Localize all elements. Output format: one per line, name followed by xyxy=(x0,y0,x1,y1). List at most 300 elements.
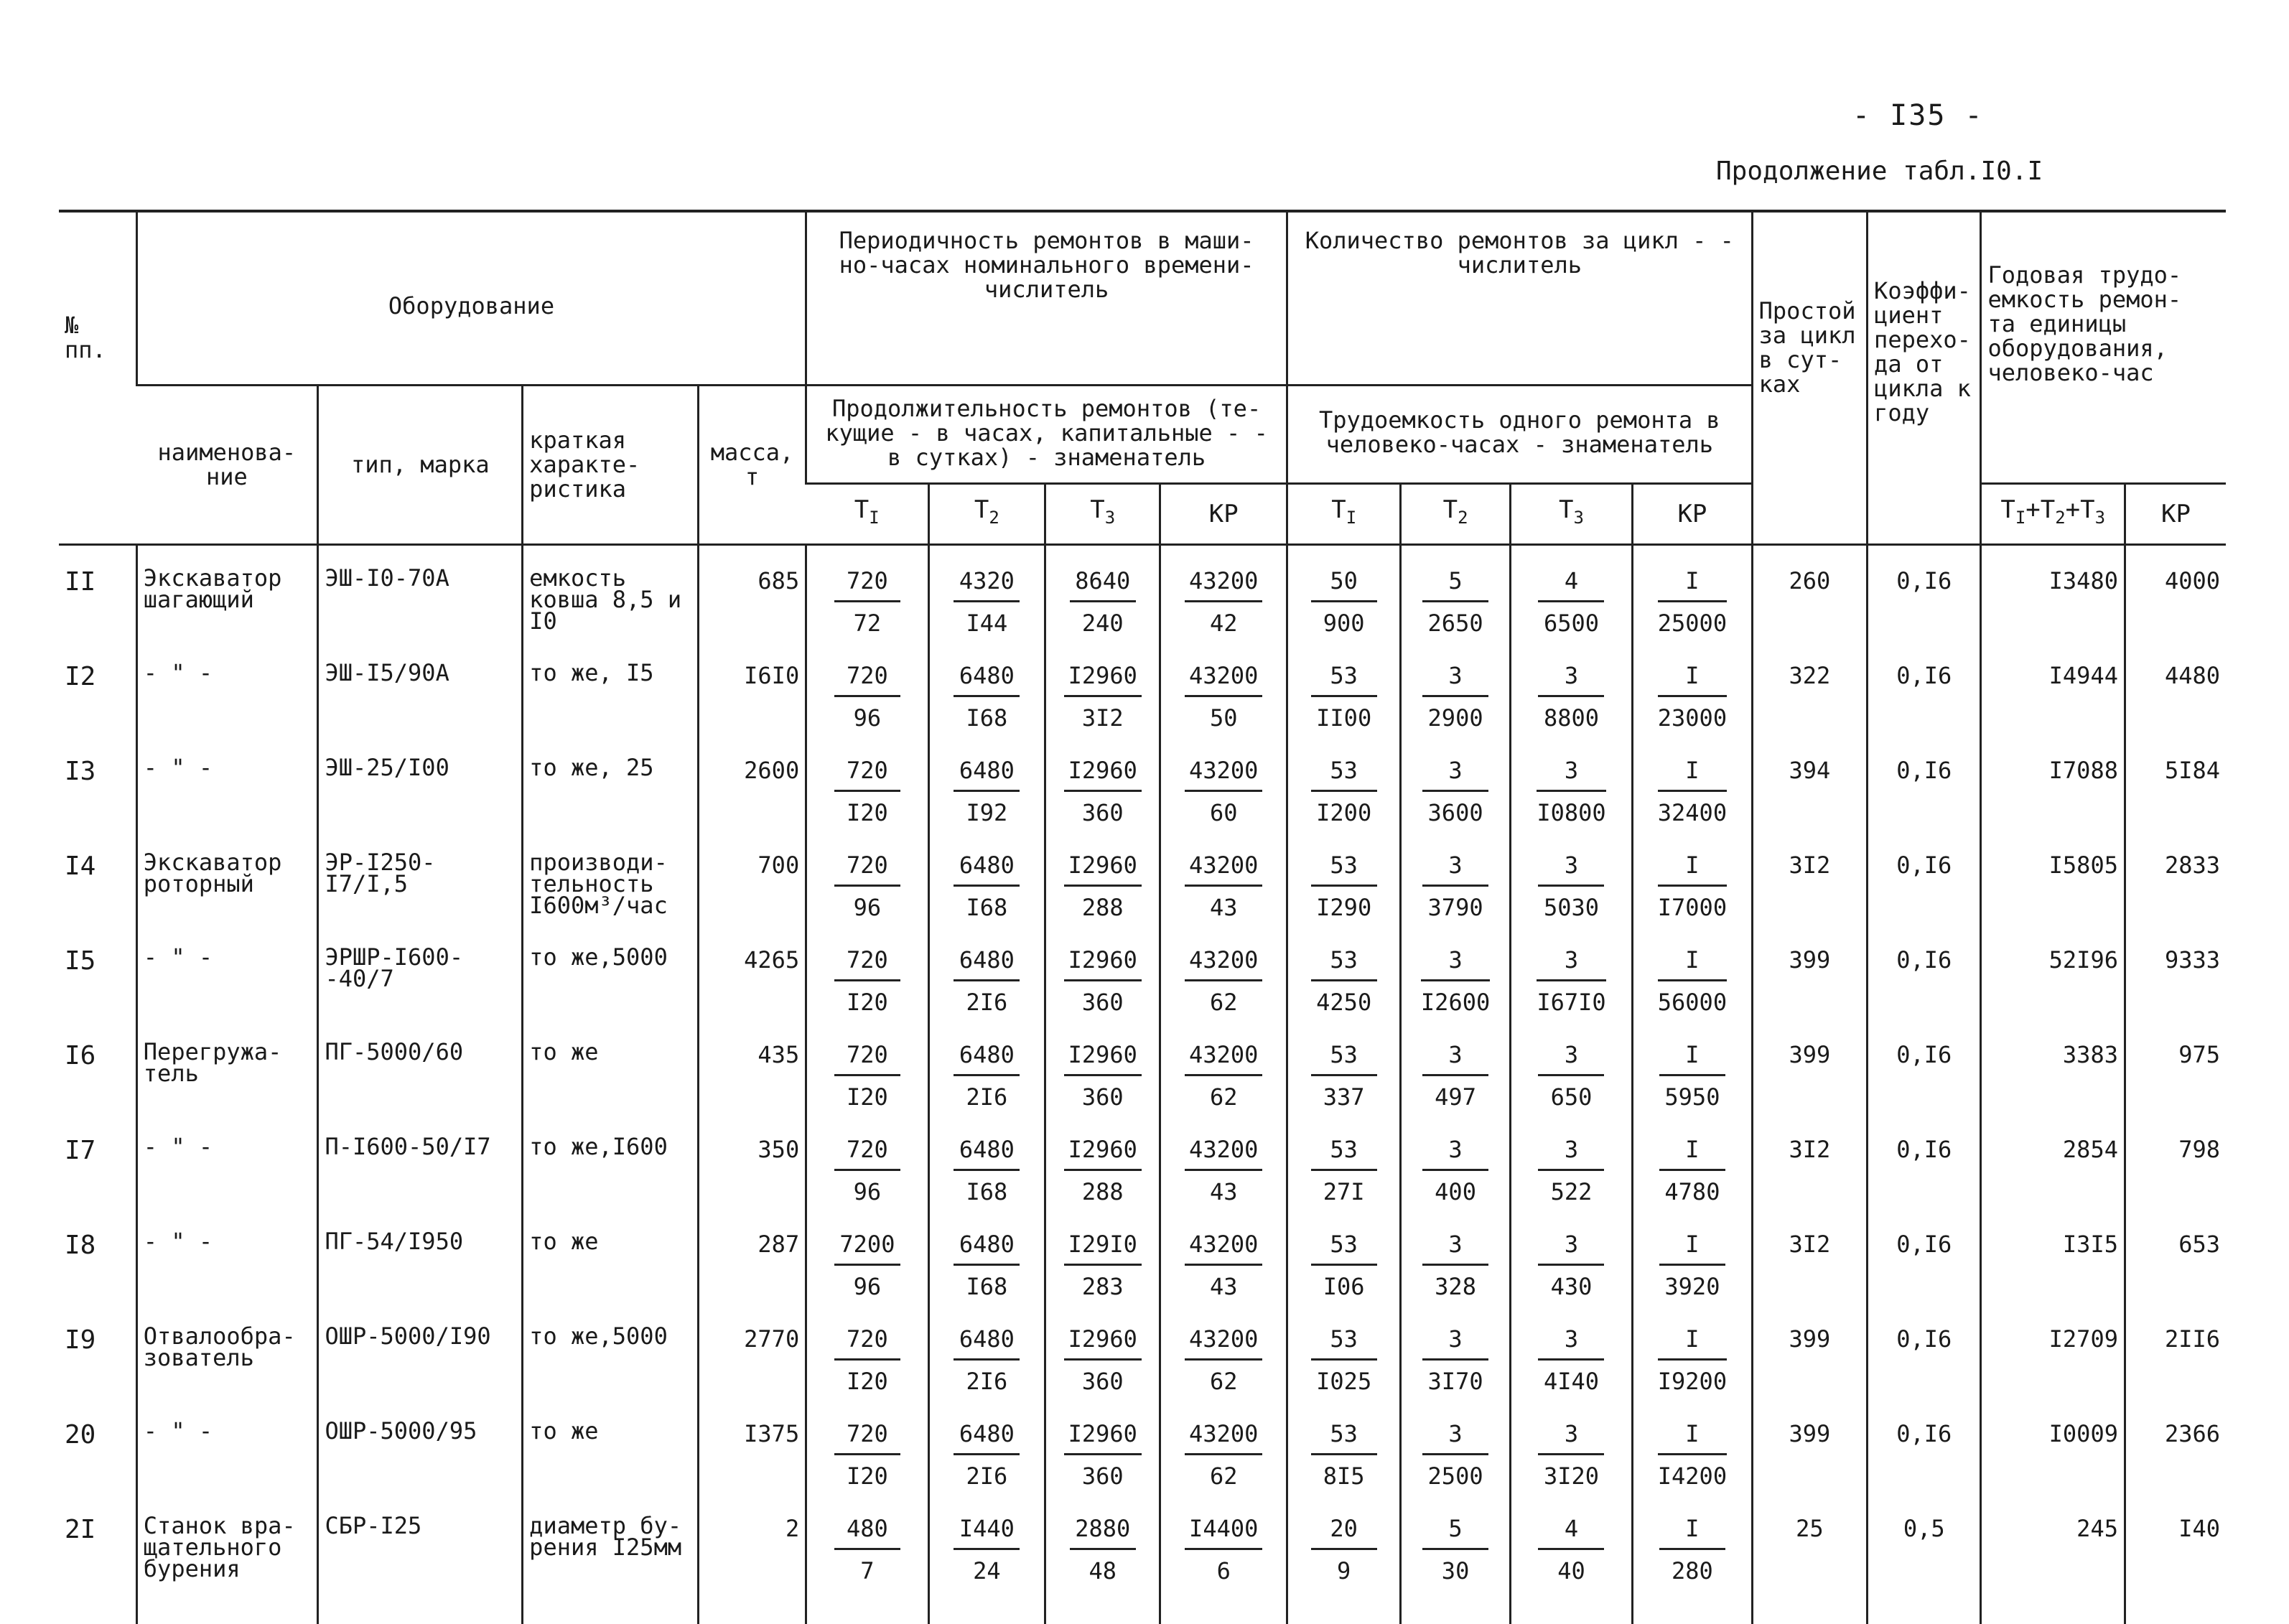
periodicity-kr xyxy=(1160,851,1287,946)
header-p-t1: $T_I$ xyxy=(806,483,928,544)
periodicity-kr xyxy=(1160,1041,1287,1136)
coef-value: 0,I6 xyxy=(1868,1325,1981,1420)
periodicity-kr xyxy=(1160,1515,1287,1624)
table-row xyxy=(59,946,2226,1041)
equipment-brief: то же,I600 xyxy=(523,1136,699,1231)
header-type: тип, марка xyxy=(318,385,523,544)
periodicity-t1 xyxy=(806,544,928,662)
fraction-numerator: I440 xyxy=(954,1515,1020,1550)
fraction xyxy=(1311,1325,1377,1395)
count-t3 xyxy=(1510,662,1632,757)
periodicity-t2 xyxy=(928,1420,1045,1515)
equipment-type: ПГ-54/I950 xyxy=(318,1231,523,1325)
fraction-numerator: 3 xyxy=(1422,1136,1488,1171)
table-row xyxy=(59,1231,2226,1325)
fraction-numerator: 53 xyxy=(1311,851,1377,887)
fraction xyxy=(954,1515,1020,1585)
fraction xyxy=(834,1515,900,1585)
fraction xyxy=(1185,1041,1262,1111)
fraction-numerator: 5 xyxy=(1422,1515,1488,1550)
periodicity-t1 xyxy=(806,662,928,757)
fraction-numerator: 720 xyxy=(834,1420,900,1455)
count-t3 xyxy=(1510,1420,1632,1515)
annual-kr-value: 9333 xyxy=(2125,946,2226,1041)
fraction xyxy=(1537,757,1605,826)
fraction-denominator: 3920 xyxy=(1664,1272,1720,1300)
fraction xyxy=(1538,1325,1604,1395)
fraction-denominator: 900 xyxy=(1323,609,1365,637)
fraction-numerator: 720 xyxy=(834,1041,900,1076)
table-row xyxy=(59,1041,2226,1136)
fraction xyxy=(1422,851,1488,921)
equipment-name: Перегружа- тель xyxy=(136,1041,318,1136)
coef-value: 0,I6 xyxy=(1868,1136,1981,1231)
fraction xyxy=(1659,1136,1725,1205)
header-c-t3: $T_3$ xyxy=(1510,483,1632,544)
count-t2 xyxy=(1401,1325,1510,1420)
fraction xyxy=(1422,1420,1488,1490)
count-t3 xyxy=(1510,1325,1632,1420)
downtime-value: 394 xyxy=(1752,757,1867,851)
equipment-brief: то же, I5 xyxy=(523,662,699,757)
fraction-denominator: 62 xyxy=(1209,1462,1238,1490)
fraction-denominator: 2I6 xyxy=(966,988,1008,1016)
count-kr xyxy=(1633,1420,1752,1515)
fraction xyxy=(1538,851,1604,921)
header-coef: Коэффи- циент перехо- да от цикла к году xyxy=(1868,211,1981,544)
fraction-denominator: 3I70 xyxy=(1427,1367,1483,1395)
periodicity-kr xyxy=(1160,1231,1287,1325)
fraction-numerator: 2880 xyxy=(1070,1515,1136,1550)
periodicity-kr xyxy=(1160,1325,1287,1420)
count-t1 xyxy=(1287,1515,1400,1624)
fraction-numerator: 8640 xyxy=(1070,567,1136,602)
fraction-numerator: 43200 xyxy=(1185,662,1262,697)
fraction xyxy=(1185,1515,1262,1585)
fraction-denominator: 240 xyxy=(1081,609,1124,637)
fraction-numerator: 3 xyxy=(1538,1231,1604,1266)
fraction-denominator: 2I6 xyxy=(966,1367,1008,1395)
fraction xyxy=(1538,567,1604,637)
fraction xyxy=(1064,1420,1142,1490)
fraction-numerator: 43200 xyxy=(1185,1231,1262,1266)
count-kr xyxy=(1633,1325,1752,1420)
header-duration: Продолжительность ремонтов (те- кущие - в часах, капитальные - - в сутках) - знаменатель xyxy=(806,385,1287,483)
count-t2 xyxy=(1401,544,1510,662)
fraction xyxy=(1658,662,1727,732)
periodicity-t1 xyxy=(806,1231,928,1325)
annual-kr-value: 798 xyxy=(2125,1136,2226,1231)
periodicity-t2 xyxy=(928,946,1045,1041)
fraction xyxy=(1538,1041,1604,1111)
equipment-brief: то же xyxy=(523,1231,699,1325)
fraction-denominator: 62 xyxy=(1209,1367,1238,1395)
equipment-type: ОШР-5000/95 xyxy=(318,1420,523,1515)
fraction xyxy=(1538,1231,1604,1300)
fraction xyxy=(1185,1136,1262,1205)
fraction-numerator: 3 xyxy=(1537,757,1605,792)
fraction xyxy=(1064,1136,1142,1205)
fraction-denominator: 42 xyxy=(1209,609,1238,637)
fraction-denominator: 32400 xyxy=(1657,798,1728,826)
fraction xyxy=(1422,1041,1488,1111)
downtime-value: 322 xyxy=(1752,662,1867,757)
count-t2 xyxy=(1401,1041,1510,1136)
count-t1 xyxy=(1287,1231,1400,1325)
fraction-denominator: I7000 xyxy=(1657,893,1728,921)
fraction xyxy=(1311,1136,1377,1205)
header-c-t2: $T_2$ xyxy=(1401,483,1510,544)
fraction-denominator: 96 xyxy=(853,893,882,921)
equipment-brief: то же xyxy=(523,1420,699,1515)
fraction xyxy=(1658,567,1727,637)
annual-sum-value: I7088 xyxy=(1981,757,2125,851)
fraction-numerator: 6480 xyxy=(954,851,1020,887)
count-t1 xyxy=(1287,1136,1400,1231)
fraction-numerator: I xyxy=(1658,851,1727,887)
fraction xyxy=(1311,662,1377,732)
fraction-denominator: 9 xyxy=(1337,1557,1351,1585)
header-brief: краткая характе- ристика xyxy=(523,385,699,544)
fraction-denominator: I025 xyxy=(1316,1367,1372,1395)
fraction xyxy=(1659,1515,1725,1585)
periodicity-kr xyxy=(1160,1420,1287,1515)
count-t2 xyxy=(1401,851,1510,946)
periodicity-t3 xyxy=(1045,1136,1160,1231)
count-kr xyxy=(1633,1136,1752,1231)
annual-kr-value: 4000 xyxy=(2125,544,2226,662)
header-name: наименова- ние xyxy=(136,385,318,544)
equipment-name: Экскаватор шагающий xyxy=(136,544,318,662)
count-t2 xyxy=(1401,1231,1510,1325)
periodicity-t3 xyxy=(1045,851,1160,946)
fraction-numerator: 3 xyxy=(1538,1136,1604,1171)
coef-value: 0,I6 xyxy=(1868,544,1981,662)
count-kr xyxy=(1633,1041,1752,1136)
fraction-numerator: I2960 xyxy=(1064,1041,1142,1076)
fraction-numerator: 53 xyxy=(1311,757,1377,792)
equipment-mass: 4265 xyxy=(698,946,806,1041)
annual-kr-value: 2833 xyxy=(2125,851,2226,946)
fraction-numerator: 7200 xyxy=(834,1231,900,1266)
row-number: I5 xyxy=(65,946,96,976)
fraction-denominator: 6500 xyxy=(1543,609,1600,637)
annual-sum-value: I5805 xyxy=(1981,851,2125,946)
fraction-denominator: 522 xyxy=(1550,1177,1593,1205)
fraction xyxy=(1064,1325,1142,1395)
fraction-denominator: I20 xyxy=(847,988,888,1016)
equipment-mass: I375 xyxy=(698,1420,806,1515)
periodicity-t3 xyxy=(1045,1515,1160,1624)
fraction-denominator: 96 xyxy=(853,1272,882,1300)
fraction xyxy=(1070,1515,1136,1585)
count-t2 xyxy=(1401,1136,1510,1231)
fraction xyxy=(834,1325,900,1395)
periodicity-t3 xyxy=(1045,544,1160,662)
equipment-type: СБР-I25 xyxy=(318,1515,523,1624)
fraction-denominator: I06 xyxy=(1323,1272,1365,1300)
fraction xyxy=(834,1420,900,1490)
fraction-denominator: 24 xyxy=(973,1557,1001,1585)
periodicity-t2 xyxy=(928,1515,1045,1624)
count-kr xyxy=(1633,662,1752,757)
fraction-numerator: 3 xyxy=(1538,662,1604,697)
fraction-denominator: 4250 xyxy=(1316,988,1372,1016)
fraction xyxy=(834,1136,900,1205)
fraction xyxy=(954,1231,1020,1300)
fraction-numerator: I2960 xyxy=(1064,851,1142,887)
fraction-denominator: 2500 xyxy=(1427,1462,1483,1490)
fraction xyxy=(1422,1136,1488,1205)
header-c-kr: КР xyxy=(1633,483,1752,544)
fraction-denominator: 43 xyxy=(1209,893,1238,921)
equipment-name: - " - xyxy=(136,1420,318,1515)
annual-sum-value: 2854 xyxy=(1981,1136,2125,1231)
fraction-numerator: 6480 xyxy=(954,662,1020,697)
fraction-numerator: 43200 xyxy=(1185,757,1262,792)
fraction-numerator: I xyxy=(1659,1041,1725,1076)
header-count: Количество ремонтов за цикл - - числитель xyxy=(1287,211,1752,385)
fraction-denominator: 60 xyxy=(1209,798,1238,826)
equipment-name: - " - xyxy=(136,1136,318,1231)
fraction-numerator: I xyxy=(1658,567,1727,602)
annual-sum-value: I3480 xyxy=(1981,544,2125,662)
equipment-brief: то же, 25 xyxy=(523,757,699,851)
fraction-numerator: 43200 xyxy=(1185,1136,1262,1171)
fraction xyxy=(954,662,1020,732)
equipment-name: Станок вра- щательного бурения xyxy=(136,1515,318,1624)
fraction-denominator: 4I40 xyxy=(1543,1367,1600,1395)
row-number: I3 xyxy=(65,756,96,786)
periodicity-t1 xyxy=(806,1420,928,1515)
count-t1 xyxy=(1287,662,1400,757)
periodicity-t2 xyxy=(928,1325,1045,1420)
periodicity-kr xyxy=(1160,757,1287,851)
equipment-mass: 287 xyxy=(698,1231,806,1325)
row-number: I8 xyxy=(65,1230,96,1260)
fraction-denominator: I20 xyxy=(847,1367,888,1395)
periodicity-t3 xyxy=(1045,1041,1160,1136)
fraction xyxy=(954,1420,1020,1490)
fraction-denominator: I68 xyxy=(966,1272,1008,1300)
fraction-denominator: II00 xyxy=(1316,704,1372,732)
header-downtime: Простой за цикл в сут- ках xyxy=(1752,211,1867,544)
fraction-denominator: 497 xyxy=(1435,1083,1476,1111)
equipment-name: Отвалообра- зователь xyxy=(136,1325,318,1420)
header-p-t2: $T_2$ xyxy=(928,483,1045,544)
fraction xyxy=(1185,1420,1262,1490)
fraction xyxy=(954,1325,1020,1395)
annual-sum-value: I3I5 xyxy=(1981,1231,2125,1325)
fraction-numerator: I xyxy=(1659,1136,1725,1171)
downtime-value: 3I2 xyxy=(1752,1231,1867,1325)
fraction-denominator: 3790 xyxy=(1427,893,1483,921)
fraction-denominator: 430 xyxy=(1550,1272,1593,1300)
annual-kr-value: 653 xyxy=(2125,1231,2226,1325)
equipment-name: Экскаватор роторный xyxy=(136,851,318,946)
header-mass: масса, т xyxy=(698,385,806,544)
fraction-numerator: 3 xyxy=(1422,1420,1488,1455)
fraction-denominator: 96 xyxy=(853,704,882,732)
fraction xyxy=(1311,946,1377,1016)
equipment-mass: 685 xyxy=(698,544,806,662)
page-number: - I35 - xyxy=(1852,99,1984,132)
fraction-denominator: 62 xyxy=(1209,988,1238,1016)
coef-value: 0,I6 xyxy=(1868,757,1981,851)
count-kr xyxy=(1633,946,1752,1041)
equipment-mass: 2770 xyxy=(698,1325,806,1420)
equipment-brief: диаметр бу- рения I25мм xyxy=(523,1515,699,1624)
periodicity-t3 xyxy=(1045,1231,1160,1325)
fraction xyxy=(1311,1420,1377,1490)
fraction-denominator: I20 xyxy=(847,1462,888,1490)
fraction-numerator: 3 xyxy=(1538,851,1604,887)
fraction-denominator: 288 xyxy=(1081,893,1124,921)
fraction-denominator: 72 xyxy=(853,609,882,637)
fraction-numerator: 53 xyxy=(1311,662,1377,697)
downtime-value: 399 xyxy=(1752,1041,1867,1136)
fraction-numerator: 43200 xyxy=(1185,1041,1262,1076)
periodicity-kr xyxy=(1160,1136,1287,1231)
fraction-denominator: 27I xyxy=(1323,1177,1365,1205)
fraction xyxy=(1658,757,1727,826)
fraction xyxy=(1185,757,1262,826)
periodicity-t1 xyxy=(806,757,928,851)
fraction-denominator: 5030 xyxy=(1543,893,1600,921)
count-t1 xyxy=(1287,1420,1400,1515)
count-t2 xyxy=(1401,1420,1510,1515)
fraction-denominator: I68 xyxy=(966,893,1008,921)
count-t2 xyxy=(1401,662,1510,757)
fraction-numerator: I xyxy=(1659,1515,1725,1550)
fraction-denominator: 360 xyxy=(1081,1083,1124,1111)
downtime-value: 260 xyxy=(1752,544,1867,662)
row-number: 20 xyxy=(65,1419,96,1450)
annual-kr-value: 4480 xyxy=(2125,662,2226,757)
count-t1 xyxy=(1287,1041,1400,1136)
count-t2 xyxy=(1401,1515,1510,1624)
fraction-numerator: 6480 xyxy=(954,946,1020,981)
table-row xyxy=(59,1420,2226,1515)
periodicity-t2 xyxy=(928,544,1045,662)
fraction-numerator: 720 xyxy=(834,567,900,602)
count-t1 xyxy=(1287,851,1400,946)
header-equipment: Оборудование xyxy=(136,211,806,385)
fraction xyxy=(1185,662,1262,732)
periodicity-t1 xyxy=(806,851,928,946)
fraction-denominator: I68 xyxy=(966,704,1008,732)
fraction-denominator: I20 xyxy=(847,1083,888,1111)
fraction xyxy=(1070,567,1136,637)
periodicity-t3 xyxy=(1045,1325,1160,1420)
fraction xyxy=(1064,757,1142,826)
table-row xyxy=(59,851,2226,946)
row-number: I7 xyxy=(65,1135,96,1165)
fraction-denominator: 2I6 xyxy=(966,1083,1008,1111)
equipment-mass: I6I0 xyxy=(698,662,806,757)
row-number: I4 xyxy=(65,851,96,881)
fraction-numerator: 3 xyxy=(1422,1325,1488,1361)
fraction-numerator: I4400 xyxy=(1185,1515,1262,1550)
coef-value: 0,I6 xyxy=(1868,662,1981,757)
fraction-denominator: 6 xyxy=(1216,1557,1231,1585)
downtime-value: 399 xyxy=(1752,1420,1867,1515)
annual-sum-value: 3383 xyxy=(1981,1041,2125,1136)
fraction xyxy=(1064,1041,1142,1111)
fraction xyxy=(1064,851,1142,921)
fraction-denominator: I9200 xyxy=(1657,1367,1728,1395)
fraction-denominator: 62 xyxy=(1209,1083,1238,1111)
fraction xyxy=(954,567,1020,637)
fraction-numerator: I2960 xyxy=(1064,946,1142,981)
fraction-numerator: 43200 xyxy=(1185,567,1262,602)
fraction-denominator: 23000 xyxy=(1657,704,1728,732)
fraction xyxy=(1311,567,1377,637)
fraction xyxy=(1064,946,1142,1016)
fraction-denominator: 328 xyxy=(1435,1272,1476,1300)
fraction-denominator: 3I2 xyxy=(1081,704,1124,732)
fraction-numerator: 3 xyxy=(1537,946,1605,981)
fraction xyxy=(1064,1231,1142,1300)
annual-kr-value: I40 xyxy=(2125,1515,2226,1624)
fraction-numerator: I xyxy=(1658,1325,1727,1361)
fraction-numerator: 6480 xyxy=(954,1136,1020,1171)
fraction xyxy=(1659,1231,1725,1300)
fraction xyxy=(954,757,1020,826)
fraction-denominator: 8I5 xyxy=(1323,1462,1365,1490)
fraction xyxy=(954,946,1020,1016)
equipment-brief: то же,5000 xyxy=(523,946,699,1041)
fraction xyxy=(834,1231,900,1300)
fraction xyxy=(1311,1041,1377,1111)
fraction-denominator: I20 xyxy=(847,798,888,826)
fraction xyxy=(1422,757,1488,826)
fraction-denominator: 25000 xyxy=(1657,609,1728,637)
coef-value: 0,I6 xyxy=(1868,851,1981,946)
fraction-denominator: 400 xyxy=(1435,1177,1476,1205)
fraction xyxy=(1658,946,1727,1016)
header-c-t1: $T_I$ xyxy=(1287,483,1400,544)
equipment-mass: 435 xyxy=(698,1041,806,1136)
fraction-denominator: 2I6 xyxy=(966,1462,1008,1490)
fraction-numerator: 6480 xyxy=(954,1420,1020,1455)
count-t3 xyxy=(1510,757,1632,851)
fraction-numerator: 4320 xyxy=(954,567,1020,602)
annual-kr-value: 975 xyxy=(2125,1041,2226,1136)
coef-value: 0,I6 xyxy=(1868,1420,1981,1515)
fraction-denominator: 360 xyxy=(1081,988,1124,1016)
coef-value: 0,I6 xyxy=(1868,1041,1981,1136)
fraction-denominator: 283 xyxy=(1081,1272,1124,1300)
fraction-denominator: 360 xyxy=(1081,1462,1124,1490)
fraction-denominator: 650 xyxy=(1550,1083,1593,1111)
fraction-numerator: I xyxy=(1658,662,1727,697)
downtime-value: 25 xyxy=(1752,1515,1867,1624)
fraction xyxy=(954,851,1020,921)
periodicity-t2 xyxy=(928,1231,1045,1325)
fraction-numerator: 53 xyxy=(1311,1136,1377,1171)
fraction-denominator: 8800 xyxy=(1543,704,1600,732)
fraction-numerator: 6480 xyxy=(954,757,1020,792)
equipment-type: ЭШ-I5/90А xyxy=(318,662,523,757)
header-number: № пп. xyxy=(59,211,136,544)
fraction-denominator: 56000 xyxy=(1657,988,1728,1016)
header-labor: Трудоемкость одного ремонта в человеко-часах - знаменатель xyxy=(1287,385,1752,483)
equipment-type: ЭРШР-I600- -40/7 xyxy=(318,946,523,1041)
fraction-numerator: 53 xyxy=(1311,946,1377,981)
fraction xyxy=(1311,851,1377,921)
fraction-denominator: I92 xyxy=(966,798,1008,826)
